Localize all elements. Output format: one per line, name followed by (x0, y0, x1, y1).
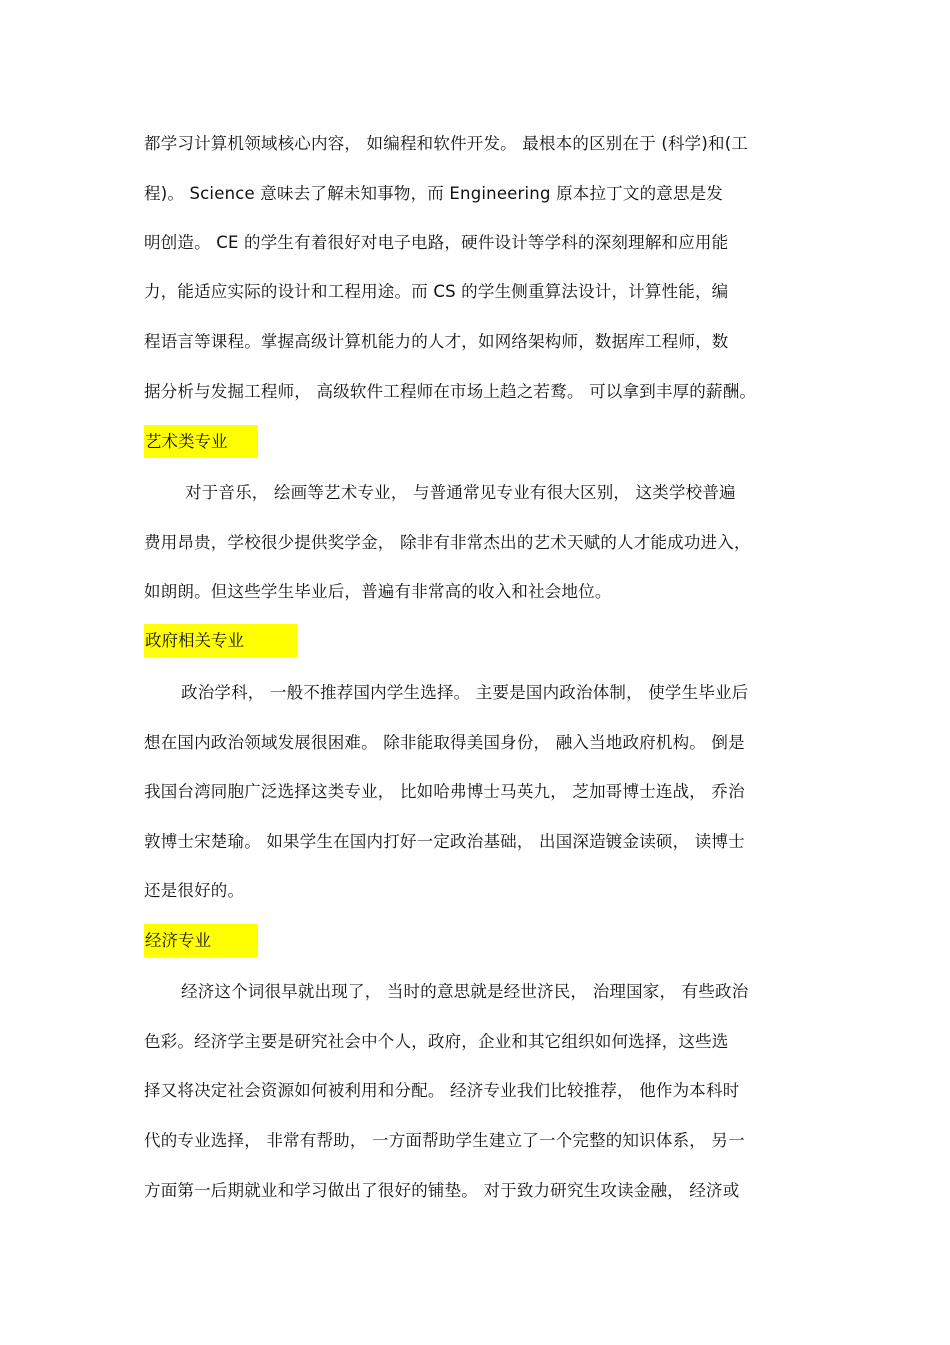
economics-line-3: 择又将决定社会资源如何被利用和分配。 经济专业我们比较推荐， 他作为本科时 (144, 1081, 740, 1100)
intro-line-6: 据分析与发掘工程师， 高级软件工程师在市场上趋之若鹜。 可以拿到丰厚的薪酬。 (144, 382, 757, 401)
arts-line-1: 对于音乐， 绘画等艺术专业， 与普通常见专业有很大区别， 这类学校普遍 (185, 483, 736, 502)
government-line-2: 想在国内政治领域发展很困难。 除非能取得美国身份， 融入当地政府机构。 倒是 (144, 733, 745, 752)
economics-line-2: 色彩。经济学主要是研究社会中个人，政府，企业和其它组织如何选择，这些选 (144, 1032, 729, 1051)
intro-line-4: 力，能适应实际的设计和工程用途。而 CS 的学生侧重算法设计，计算性能，编 (144, 282, 729, 301)
government-line-5: 还是很好的。 (144, 881, 245, 900)
intro-line-5: 程语言等课程。掌握高级计算机能力的人才，如网络架构师，数据库工程师，数 (144, 332, 729, 351)
section-heading-government: 政府相关专业 (144, 624, 297, 657)
economics-line-4: 代的专业选择， 非常有帮助， 一方面帮助学生建立了一个完整的知识体系， 另一 (144, 1131, 745, 1150)
arts-line-3: 如朗朗。但这些学生毕业后，普遍有非常高的收入和社会地位。 (144, 582, 612, 601)
government-line-3: 我国台湾同胞广泛选择这类专业， 比如哈弗博士马英九， 芝加哥博士连战， 乔治 (144, 782, 745, 801)
intro-line-1: 都学习计算机领域核心内容， 如编程和软件开发。 最根本的区别在于 (科学)和(工 (144, 134, 749, 153)
economics-line-5: 方面第一后期就业和学习做出了很好的铺垫。 对于致力研究生攻读金融， 经济或 (144, 1181, 740, 1200)
section-heading-arts: 艺术类专业 (144, 425, 258, 458)
government-line-4: 敦博士宋楚瑜。 如果学生在国内打好一定政治基础， 出国深造镀金读硕， 读博士 (144, 832, 745, 851)
economics-line-1: 经济这个词很早就出现了， 当时的意思就是经世济民， 治理国家， 有些政治 (181, 982, 749, 1001)
arts-line-2: 费用昂贵，学校很少提供奖学金， 除非有非常杰出的艺术天赋的人才能成功进入， (144, 533, 751, 552)
intro-line-2: 程)。 Science 意味去了解未知事物，而 Engineering 原本拉丁文的意思是发 (144, 184, 724, 203)
intro-line-3: 明创造。 CE 的学生有着很好对电子电路，硬件设计等学科的深刻理解和应用能 (144, 233, 729, 252)
government-line-1: 政治学科， 一般不推荐国内学生选择。 主要是国内政治体制， 使学生毕业后 (181, 683, 749, 702)
section-heading-economics: 经济专业 (144, 924, 258, 957)
